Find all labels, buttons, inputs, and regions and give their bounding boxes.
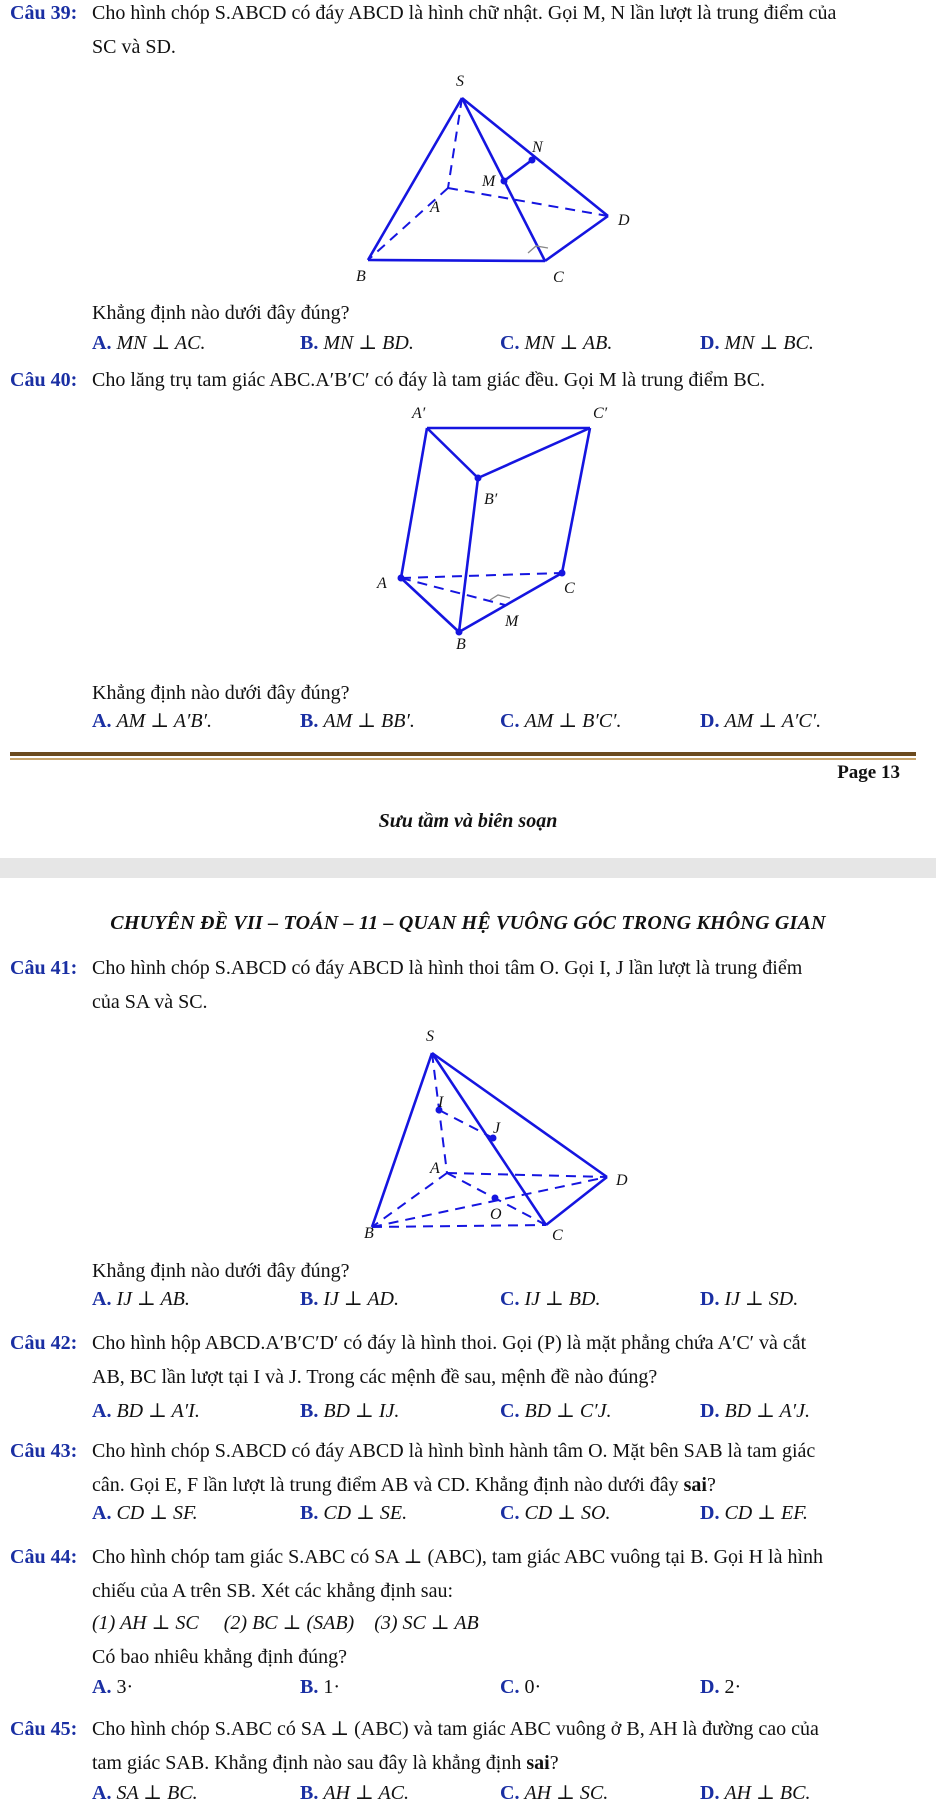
question-number: Câu 39: [10,2,78,24]
option-c[interactable]: C. MN ⊥ AB. [500,332,613,354]
edge-SD [462,98,608,216]
point-C [559,570,566,577]
page-number: Page 13 [837,762,900,783]
option-a[interactable]: A. BD ⊥ A′I. [92,1400,200,1422]
question-prompt: Khẳng định nào dưới đây đúng? [92,302,350,324]
label-A: A [430,1160,440,1177]
point-N [529,157,536,164]
point-M [501,178,508,185]
question-text-line1: Cho hình chóp S.ABC có SA ⊥ (ABC) và tam giác ABC vuông ở B, AH là đường cao của [92,1718,819,1740]
edge-CD [545,216,608,261]
edge-AB [401,578,459,632]
question-number: Câu 44: [10,1546,78,1568]
point-B1 [475,475,482,482]
edge-SB [368,98,462,260]
label-N: N [532,139,543,156]
question-text-line2: AB, BC lần lượt tại I và J. Trong các mệnh đề sau, mệnh đề nào đúng? [92,1366,658,1388]
pyramid-figure-q39 [330,68,650,293]
statements-list: (1) AH ⊥ SC (2) BC ⊥ (SAB) (3) SC ⊥ AB [92,1612,479,1634]
option-a[interactable]: A. MN ⊥ AC. [92,332,206,354]
edge-CC1 [562,428,590,573]
footer-source: Sưu tầm và biên soạn [378,810,558,832]
label-O: O [490,1206,502,1223]
option-d[interactable]: D. MN ⊥ BC. [700,332,814,354]
option-d[interactable]: D. CD ⊥ EF. [700,1502,808,1524]
label-M: M [482,173,496,190]
edge-AD-hidden [448,188,608,216]
question-number: Câu 43: [10,1440,78,1462]
option-b[interactable]: B. 1· [300,1676,341,1698]
prism-figure-q40 [360,400,610,660]
page-gap [0,858,936,878]
label-C: C [553,269,564,286]
emphasis-sai: sai [683,1474,707,1496]
option-c[interactable]: C. 0· [500,1676,542,1698]
option-c[interactable]: C. BD ⊥ C′J. [500,1400,612,1422]
question-number: Câu 41: [10,957,78,979]
option-a[interactable]: A. CD ⊥ SF. [92,1502,198,1524]
question-text-line1: Cho hình chóp S.ABCD có đáy ABCD là hình thoi tâm O. Gọi I, J lần lượt là trung điểm [92,957,803,979]
option-a[interactable]: A. SA ⊥ BC. [92,1782,198,1804]
label-D: D [616,1172,628,1189]
question-prompt: Có bao nhiêu khẳng định đúng? [92,1646,347,1668]
emphasis-sai: sai [526,1752,550,1774]
option-d[interactable]: D. AM ⊥ A′C′. [700,710,822,732]
option-d[interactable]: D. BD ⊥ A′J. [700,1400,811,1422]
point-O [492,1195,499,1202]
edge-A1B1 [427,428,478,478]
option-b[interactable]: B. CD ⊥ SE. [300,1502,408,1524]
label-C1: C′ [593,405,608,422]
option-d[interactable]: D. IJ ⊥ SD. [700,1288,799,1310]
pyramid-figure-q41 [340,1025,650,1250]
option-b[interactable]: B. AH ⊥ AC. [300,1782,410,1804]
segment-IJ-hidden [439,1110,493,1138]
question-text-line2: cân. Gọi E, F lần lượt là trung điểm AB và CD. Khẳng định nào dưới đây sai? [92,1474,716,1496]
option-b[interactable]: B. MN ⊥ BD. [300,332,414,354]
label-M: M [505,613,519,630]
option-a[interactable]: A. IJ ⊥ AB. [92,1288,190,1310]
question-text-line1: Cho hình chóp S.ABCD có đáy ABCD là hình bình hành tâm O. Mặt bên SAB là tam giác [92,1440,816,1462]
point-B [456,629,463,636]
question-text-line2: của SA và SC. [92,991,208,1013]
edge-BB1 [459,478,478,632]
option-c[interactable]: C. AH ⊥ SC. [500,1782,609,1804]
edge-SC [432,1053,546,1225]
point-A [398,575,405,582]
question-text-line1: Cho hình chóp S.ABCD có đáy ABCD là hình chữ nhật. Gọi M, N lần lượt là trung điểm của [92,2,837,24]
option-b[interactable]: B. BD ⊥ IJ. [300,1400,400,1422]
question-text-line1: Cho lăng trụ tam giác ABC.A′B′C′ có đáy là tam giác đều. Gọi M là trung điểm BC. [92,369,766,391]
option-a[interactable]: A. AM ⊥ A′B′. [92,710,212,732]
edge-AA1 [401,428,427,578]
label-A1: A′ [412,405,426,422]
label-S: S [426,1028,434,1045]
edge-SB [372,1053,432,1227]
label-B: B [364,1225,374,1242]
edge-B1C1 [478,428,590,478]
label-C: C [564,580,575,597]
question-text-line2: SC và SD. [92,36,176,58]
option-c[interactable]: C. CD ⊥ SO. [500,1502,611,1524]
footer-rule-dark [10,752,916,756]
edge-SD [432,1053,607,1177]
question-text-line1: Cho hình chóp tam giác S.ABC có SA ⊥ (ABC), tam giác ABC vuông tại B. Gọi H là hình [92,1546,823,1568]
edge-AC-hidden [401,573,562,578]
edge-AD-hidden [447,1173,607,1177]
label-A: A [430,199,440,216]
option-b[interactable]: B. IJ ⊥ AD. [300,1288,399,1310]
label-J: J [493,1120,501,1137]
question-text-line2: chiếu của A trên SB. Xét các khẳng định sau: [92,1580,454,1602]
option-c[interactable]: C. IJ ⊥ BD. [500,1288,601,1310]
right-angle-mark [490,595,510,600]
label-I: I [438,1094,444,1111]
option-a[interactable]: A. 3· [92,1676,134,1698]
label-A: A [377,575,387,592]
option-c[interactable]: C. AM ⊥ B′C′. [500,710,622,732]
label-D: D [618,212,630,229]
segment-MN [504,160,532,181]
question-text-line1: Cho hình hộp ABCD.A′B′C′D′ có đáy là hình thoi. Gọi (P) là mặt phẳng chứa A′C′ và cắt [92,1332,807,1354]
option-d[interactable]: D. AH ⊥ BC. [700,1782,811,1804]
question-number: Câu 40: [10,369,78,391]
edge-BC-hidden [372,1225,546,1227]
question-number: Câu 42: [10,1332,78,1354]
question-prompt: Khẳng định nào dưới đây đúng? [92,682,350,704]
question-prompt: Khẳng định nào dưới đây đúng? [92,1260,350,1282]
edge-BC [368,260,545,261]
label-B: B [456,636,466,653]
label-B: B [356,268,366,285]
label-S: S [456,73,464,90]
footer-rule-light [10,758,916,760]
option-d[interactable]: D. 2· [700,1676,742,1698]
label-B1: B′ [484,491,498,508]
chapter-header: CHUYÊN ĐỀ VII – TOÁN – 11 – QUAN HỆ VUÔNG GÓC TRONG KHÔNG GIAN [110,912,826,934]
option-b[interactable]: B. AM ⊥ BB′. [300,710,415,732]
label-C: C [552,1227,563,1244]
question-number: Câu 45: [10,1718,78,1740]
question-text-line2: tam giác SAB. Khẳng định nào sau đây là khẳng định sai? [92,1752,559,1774]
